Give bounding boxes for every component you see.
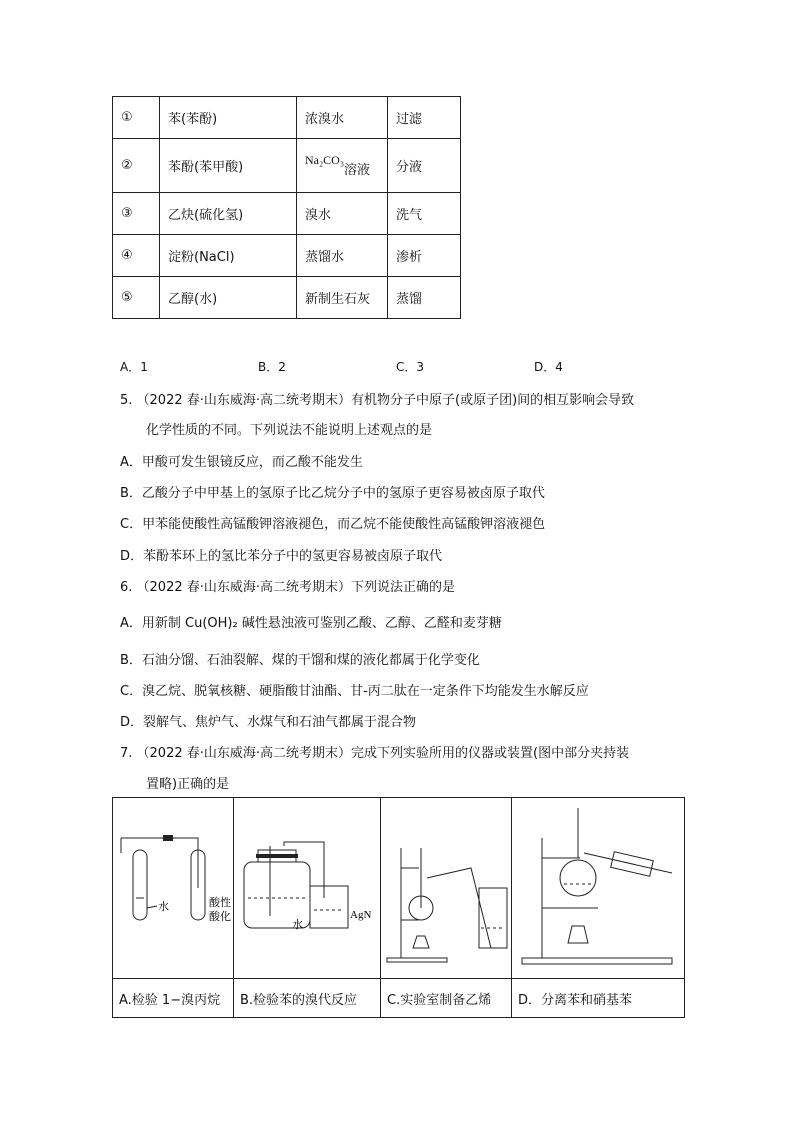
caption-a: A.检验 1−溴丙烷: [113, 979, 234, 1018]
reagent-cell: 新制生石灰: [297, 277, 388, 319]
apparatus-d-figure: [512, 798, 684, 974]
option-c: C．3: [396, 360, 425, 374]
purification-table: [112, 96, 461, 319]
row-number: ⑤: [113, 277, 160, 319]
caption-d: D．分离苯和硝基苯: [512, 979, 685, 1018]
label-acid1: 酸性: [209, 897, 231, 909]
apparatus-a-cell: [113, 798, 234, 979]
label-water2: 水: [292, 919, 303, 931]
apparatus-d-cell: [512, 798, 685, 979]
reagent-suffix: 溶液: [344, 163, 371, 178]
apparatus-b-cell: [234, 798, 381, 979]
substance-cell: 乙炔(硫化氢): [160, 193, 297, 235]
method-cell: 过滤: [388, 97, 461, 139]
q6-stem: 6. （2022 春·山东威海·高二统考期末）下列说法正确的是: [120, 580, 456, 595]
label-acid2: 酸化: [209, 911, 231, 923]
q5-option-c: C．甲苯能使酸性高锰酸钾溶液褪色，而乙烷不能使酸性高锰酸钾溶液褪色: [120, 517, 546, 532]
q5-stem-line2: 化学性质的不同。下列说法不能说明上述观点的是: [146, 423, 433, 438]
q6-option-b: B．石油分馏、石油裂解、煤的干馏和煤的液化都属于化学变化: [120, 653, 480, 668]
row-number: ②: [113, 139, 160, 193]
reagent-cell: 溴水: [297, 193, 388, 235]
label-water: 水: [158, 901, 169, 913]
q5-stem-line1: 5. （2022 春·山东威海·高二统考期末）有机物分子中原子(或原子团)间的相互影响会导致: [120, 393, 635, 408]
apparatus-table: [112, 797, 685, 1018]
q6-option-a: A．用新制 Cu(OH)₂ 碱性悬浊液可鉴别乙酸、乙醇、乙醛和麦芽糖: [120, 616, 502, 631]
substance-cell: 苯(苯酚): [160, 97, 297, 139]
q6-option-d: D．裂解气、焦炉气、水煤气和石油气都属于混合物: [120, 715, 417, 730]
apparatus-c-figure: [381, 798, 511, 974]
q7-stem-line2: 置略)正确的是: [146, 777, 230, 792]
apparatus-c-cell: [381, 798, 512, 979]
q6-option-c: C．溴乙烷、脱氧核糖、硬脂酸甘油酯、甘-丙二肽在一定条件下均能发生水解反应: [120, 684, 589, 699]
row-number: ①: [113, 97, 160, 139]
caption-b: B.检验苯的溴代反应: [234, 979, 381, 1018]
method-cell: 蒸馏: [388, 277, 461, 319]
q7-stem-line1: 7. （2022 春·山东威海·高二统考期末）完成下列实验所用的仪器或装置(图中部分夹持装: [120, 746, 630, 761]
substance-cell: 乙醇(水): [160, 277, 297, 319]
row-number: ④: [113, 235, 160, 277]
option-d: D．4: [534, 360, 563, 374]
reagent-cell: 浓溴水: [297, 97, 388, 139]
substance-cell: 苯酚(苯甲酸): [160, 139, 297, 193]
apparatus-b-figure: [234, 798, 380, 974]
method-cell: 洗气: [388, 193, 461, 235]
reagent-cell: [297, 139, 388, 193]
caption-c: C.实验室制备乙烯: [381, 979, 512, 1018]
reagent-formula: Na₂CO₃: [305, 153, 345, 167]
reagent-cell: 蒸馏水: [297, 235, 388, 277]
apparatus-a-figure: [113, 798, 233, 974]
row-number: ③: [113, 193, 160, 235]
q5-option-a: A．甲酸可发生银镜反应，而乙酸不能发生: [120, 455, 363, 470]
label-agn: AgN: [350, 909, 372, 921]
option-b: B．2: [258, 360, 286, 374]
option-a: A．1: [120, 360, 148, 374]
q5-option-d: D．苯酚苯环上的氢比苯分子中的氢更容易被卤原子取代: [120, 549, 443, 564]
substance-cell: 淀粉(NaCl): [160, 235, 297, 277]
method-cell: 分液: [388, 139, 461, 193]
q5-option-b: B．乙酸分子中甲基上的氢原子比乙烷分子中的氢原子更容易被卤原子取代: [120, 486, 545, 501]
method-cell: 渗析: [388, 235, 461, 277]
